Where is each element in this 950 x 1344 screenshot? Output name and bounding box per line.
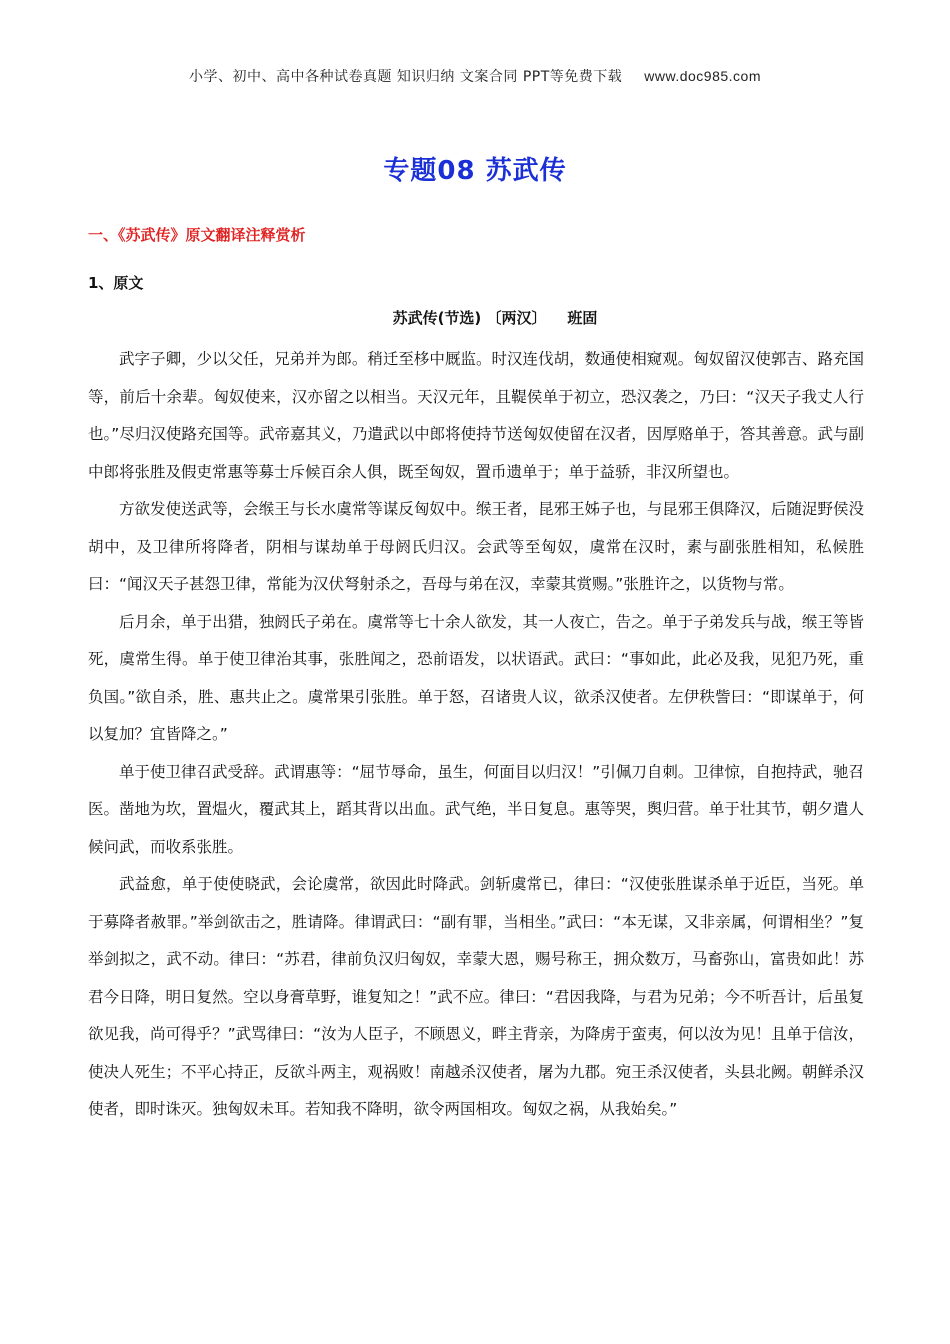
paragraph: 后月余，单于出猎，独阏氏子弟在。虞常等七十余人欲发，其一人夜亡，告之。单于子弟发兵与战，缑王等皆死，虞常生得。单于使卫律治其事，张胜闻之，恐前语发，以状语武。武曰：“事如此，此必及我，见犯乃死，重负国。”欲自杀，胜、惠共止之。虞常果引张胜。单于怒，召诸贵人议，欲杀汉使者。左伊秩訾曰：“即谋单于，何以复加？宜皆降之。” bbox=[88, 612, 864, 743]
page-header bbox=[0, 66, 950, 86]
paragraph: 武字子卿，少以父任，兄弟并为郎。稍迁至栘中厩监。时汉连伐胡，数通使相窥观。匈奴留汉使郭吉、路充国等，前后十余辈。匈奴使来，汉亦留之以相当。天汉元年，且鞮侯单于初立，恐汉袭之，乃曰：“汉天子我丈人行也。”尽归汉使路充国等。武帝嘉其义，乃遣武以中郎将使持节送匈奴使留在汉者，因厚赂单于，答其善意。武与副中郎将张胜及假吏常惠等募士斥候百余人俱，既至匈奴，置币遗单于；单于益骄，非汉所望也。 bbox=[88, 350, 864, 481]
paragraph: 单于使卫律召武受辞。武谓惠等：“屈节辱命，虽生，何面目以归汉！”引佩刀自刺。卫律惊，自抱持武，驰召医。凿地为坎，置煴火，覆武其上，蹈其背以出血。武气绝，半日复息。惠等哭，舆归营。单于壮其节，朝夕遣人候问武，而收系张胜。 bbox=[88, 762, 864, 856]
paragraph: 武益愈，单于使使晓武，会论虞常，欲因此时降武。剑斩虞常已，律曰：“汉使张胜谋杀单于近臣，当死。单于募降者赦罪。”举剑欲击之，胜请降。律谓武曰：“副有罪，当相坐。”武曰：“本无谋，又非亲属，何谓相坐？”复举剑拟之，武不动。律曰：“苏君，律前负汉归匈奴，幸蒙大恩，赐号称王，拥众数万，马畜弥山，富贵如此！苏君今日降，明日复然。空以身膏草野，谁复知之！”武不应。律曰：“君因我降，与君为兄弟；今不听吾计，后虽复欲见我，尚可得乎？”武骂律曰：“汝为人臣子，不顾恩义，畔主背亲，为降虏于蛮夷，何以汝为见！且单于信汝，使决人死生；不平心持正，反欲斗两主，观祸败！南越杀汉使者，屠为九郡。宛王杀汉使者，头县北阙。朝鲜杀汉使者，即时诛灭。独匈奴未耳。若知我不降明，欲令两国相攻。匈奴之祸，从我始矣。” bbox=[88, 875, 864, 1118]
header-site-link[interactable]: www.doc985.com bbox=[644, 68, 761, 84]
article-body bbox=[88, 341, 864, 1129]
section-heading: 一、《苏武传》原文翻译注释赏析 bbox=[88, 226, 306, 244]
article-title: 苏武传(节选) 〔两汉〕 班固 bbox=[392, 309, 598, 327]
document-title: 专题08 苏武传 bbox=[383, 156, 567, 186]
sub-heading: 1、原文 bbox=[88, 274, 144, 292]
paragraph: 方欲发使送武等，会缑王与长水虞常等谋反匈奴中。缑王者，昆邪王姊子也，与昆邪王俱降汉，后随浞野侯没胡中，及卫律所将降者，阴相与谋劫单于母阏氏归汉。会武等至匈奴，虞常在汉时，素与副张胜相知，私候胜曰：“闻汉天子甚怨卫律，常能为汉伏弩射杀之，吾母与弟在汉，幸蒙其赏赐。”张胜许之，以货物与常。 bbox=[88, 500, 864, 593]
header-text: 小学、初中、高中各种试卷真题 知识归纳 文案合同 PPT等免费下载 bbox=[188, 69, 623, 85]
